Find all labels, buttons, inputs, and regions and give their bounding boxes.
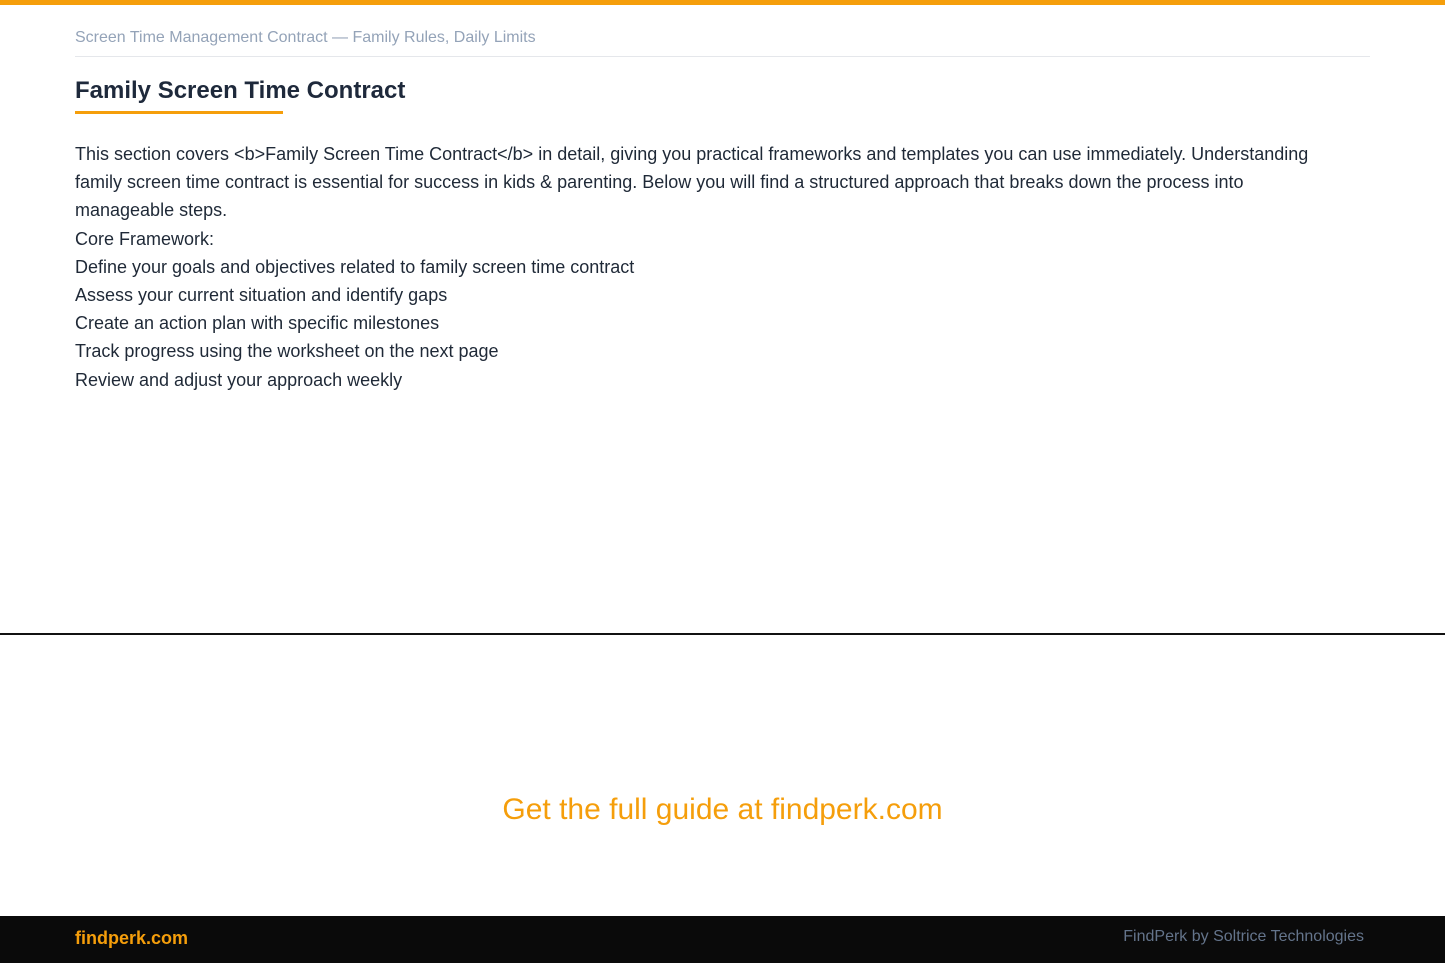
document-subtitle: Screen Time Management Contract — Family Rules, Daily Limits [75,29,536,46]
accent-top-bar [0,0,1445,5]
framework-step: Assess your current situation and identify gaps [75,285,448,306]
intro-paragraph: This section covers <b>Family Screen Time Contract</b> in detail, giving you practical frameworks and templates you can use immediately. Understanding family screen time contract is essential for success in kids & parenting. Below you will find a structured approach that breaks down the process into manageable steps. [75,144,1309,221]
framework-label: Core Framework: [75,228,215,249]
framework-step: Track progress using the worksheet on the next page [75,341,499,362]
section-content [75,140,1315,394]
page-divider [0,633,1445,635]
cta-link[interactable]: Get the full guide at findperk.com [502,793,943,826]
framework-steps [75,253,1315,394]
framework-step: Create an action plan with specific milestones [75,313,440,334]
footer-brand-link[interactable]: findperk.com [75,928,189,948]
footer [0,916,1445,963]
title-underline [75,111,283,114]
section-title: Family Screen Time Contract [75,77,406,104]
footer-credit: FindPerk by Soltrice Technologies [1123,928,1364,945]
framework-step: Define your goals and objectives related to family screen time contract [75,256,635,277]
subtitle-divider [75,56,1370,57]
framework-step: Review and adjust your approach weekly [75,369,403,390]
